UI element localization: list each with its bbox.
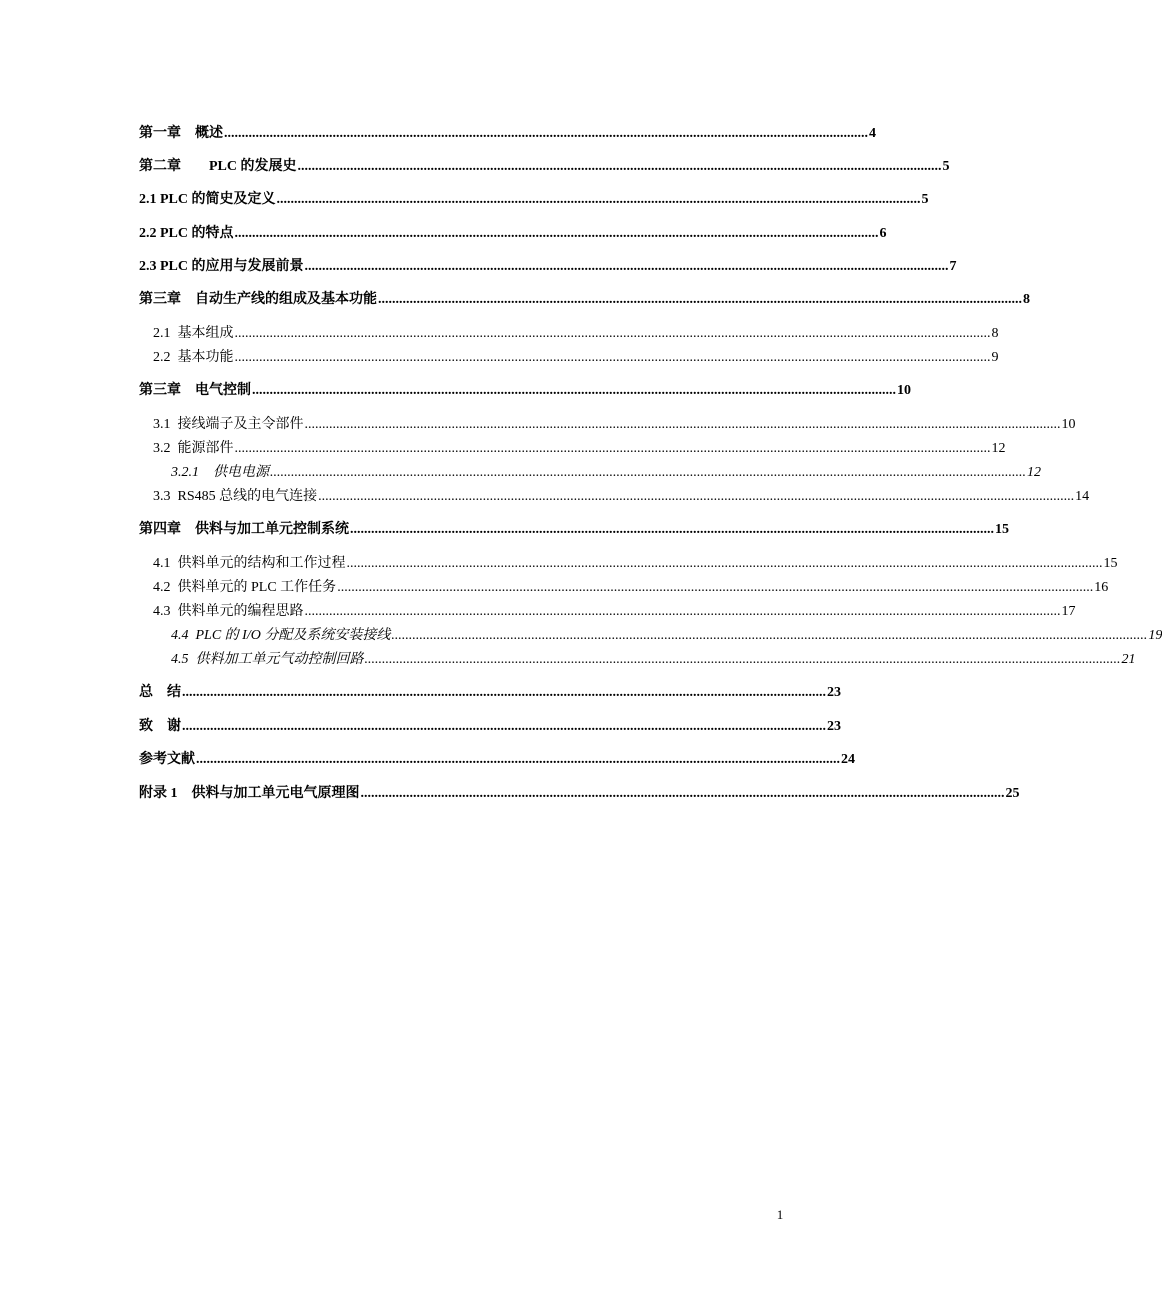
toc-entry (139, 157, 950, 177)
toc-entry (139, 381, 911, 401)
toc-entry-page: 8 (991, 326, 999, 341)
toc-entry-label: 2.2 基本功能 (153, 350, 234, 365)
dot-leader: ........................................................................................................................................................................................ (252, 383, 896, 398)
dot-leader: ........................................................................................................................................................................................................................ (318, 489, 1075, 504)
dot-leader: ........................................................................................................................................................................................................................ (304, 604, 1061, 619)
toc-entry-label: 4.2 供料单元的 PLC 工作任务 (153, 580, 337, 595)
dot-leader: ........................................................................................................................................................................................ (276, 192, 921, 207)
page-number: 1 (776, 1207, 784, 1222)
dot-leader: ........................................................................................................................................................................................ (360, 786, 1005, 801)
toc-entry-page: 12 (1027, 465, 1041, 480)
toc-entry-label: 4.4 PLC 的 I/O 分配及系统安装接线 (171, 628, 391, 643)
toc-entry-label: 2.3 PLC 的应用与发展前景 (139, 259, 304, 274)
toc-entry-label: 3.1 接线端子及主令部件 (153, 417, 304, 432)
toc-entry-page: 19 (1148, 628, 1162, 643)
toc-entry-page: 23 (827, 719, 841, 734)
toc-entry (139, 463, 1041, 483)
dot-leader: ........................................................................................................................................................................................ (297, 159, 942, 174)
dot-leader: ........................................................................................................................................................................................................................ (346, 556, 1103, 571)
dot-leader: ........................................................................................................................................................................................................................ (234, 350, 991, 365)
toc-entry (139, 348, 999, 368)
dot-leader: ........................................................................................................................................................................................ (234, 226, 879, 241)
toc-entry (139, 626, 1162, 646)
toc-entry-label: 第三章 自动生产线的组成及基本功能 (139, 292, 377, 307)
toc-entry-page: 24 (841, 752, 855, 767)
toc-entry-page: 5 (921, 192, 929, 207)
toc-entry-page: 8 (1023, 292, 1030, 307)
toc-entry-page: 10 (1061, 417, 1076, 432)
toc-entry-page: 4 (869, 126, 876, 141)
toc-entry (139, 520, 1009, 540)
toc-entry-label: 参考文献 (139, 752, 195, 767)
dot-leader: ........................................................................................................................................................................................ (224, 126, 868, 141)
toc-entry-label: 第三章 电气控制 (139, 383, 251, 398)
toc-entry-label: 致 谢 (139, 719, 181, 734)
toc-entry-label: 第一章 概述 (139, 126, 223, 141)
toc-entry-page: 15 (1103, 556, 1118, 571)
toc-entry (139, 717, 841, 737)
dot-leader: ........................................................................................................................................................................................................................ (337, 580, 1094, 595)
toc-entry-label: 3.2.1 供电电源 (171, 465, 269, 480)
toc-entry (139, 324, 999, 344)
toc-entry-label: 4.5 供料加工单元气动控制回路 (171, 652, 364, 667)
dot-leader: ........................................................................................................................................................................................................................ (234, 326, 991, 341)
toc-entry-page: 15 (995, 522, 1009, 537)
dot-leader: ........................................................................................................................................................................................................................ (391, 628, 1148, 643)
toc-entry-label: 2.1 基本组成 (153, 326, 234, 341)
toc-entry (139, 683, 841, 703)
toc-entry-page: 16 (1094, 580, 1109, 595)
toc-entry-label: 4.1 供料单元的结构和工作过程 (153, 556, 346, 571)
dot-leader: ........................................................................................................................................................................................ (196, 752, 840, 767)
toc-entry-label: 附录 1 供料与加工单元电气原理图 (139, 786, 360, 801)
dot-leader: ........................................................................................................................................................................................................................ (270, 465, 1026, 480)
toc-entry (139, 124, 876, 144)
toc-entry-page: 12 (991, 441, 1006, 456)
toc-entry-label: 3.3 RS485 总线的电气连接 (153, 489, 318, 504)
toc-entry-label: 第二章 PLC 的发展史 (139, 159, 297, 174)
toc-entry-page: 17 (1061, 604, 1076, 619)
toc-entry (139, 439, 1006, 459)
dot-leader: ........................................................................................................................................................................................................................ (234, 441, 991, 456)
toc-entry-page: 7 (949, 259, 957, 274)
toc-entry-page: 10 (897, 383, 911, 398)
toc-entry-label: 3.2 能源部件 (153, 441, 234, 456)
toc-entry (139, 578, 1109, 598)
toc-entry (139, 257, 957, 277)
toc-entry-label: 2.1 PLC 的简史及定义 (139, 192, 276, 207)
toc-entry-page: 25 (1005, 786, 1020, 801)
toc-entry-page: 6 (879, 226, 887, 241)
toc-entry-page: 9 (991, 350, 999, 365)
toc-entry (139, 750, 855, 770)
dot-leader: ........................................................................................................................................................................................ (182, 685, 826, 700)
toc-entry-label: 4.3 供料单元的编程思路 (153, 604, 304, 619)
toc-entry-page: 21 (1121, 652, 1136, 667)
dot-leader: ........................................................................................................................................................................................................................ (364, 652, 1121, 667)
dot-leader: ........................................................................................................................................................................................ (350, 522, 994, 537)
toc-entry-label: 2.2 PLC 的特点 (139, 226, 234, 241)
toc-entry (139, 554, 1118, 574)
toc-entry (139, 784, 1020, 804)
toc-entry-label: 第四章 供料与加工单元控制系统 (139, 522, 349, 537)
dot-leader: ........................................................................................................................................................................................ (378, 292, 1022, 307)
toc-entry-page: 5 (942, 159, 950, 174)
toc-entry-label: 总 结 (139, 685, 181, 700)
dot-leader: ........................................................................................................................................................................................ (182, 719, 826, 734)
dot-leader: ........................................................................................................................................................................................ (304, 259, 949, 274)
toc-entry (139, 190, 929, 210)
toc-entry-page: 14 (1075, 489, 1090, 504)
toc-entry (139, 650, 1136, 670)
dot-leader: ........................................................................................................................................................................................................................ (304, 417, 1061, 432)
toc-entry (139, 602, 1076, 622)
toc-entry (139, 487, 1090, 507)
toc-entry (139, 290, 1030, 310)
toc-entry (139, 415, 1076, 435)
toc-entry (139, 224, 887, 244)
toc-entry-page: 23 (827, 685, 841, 700)
